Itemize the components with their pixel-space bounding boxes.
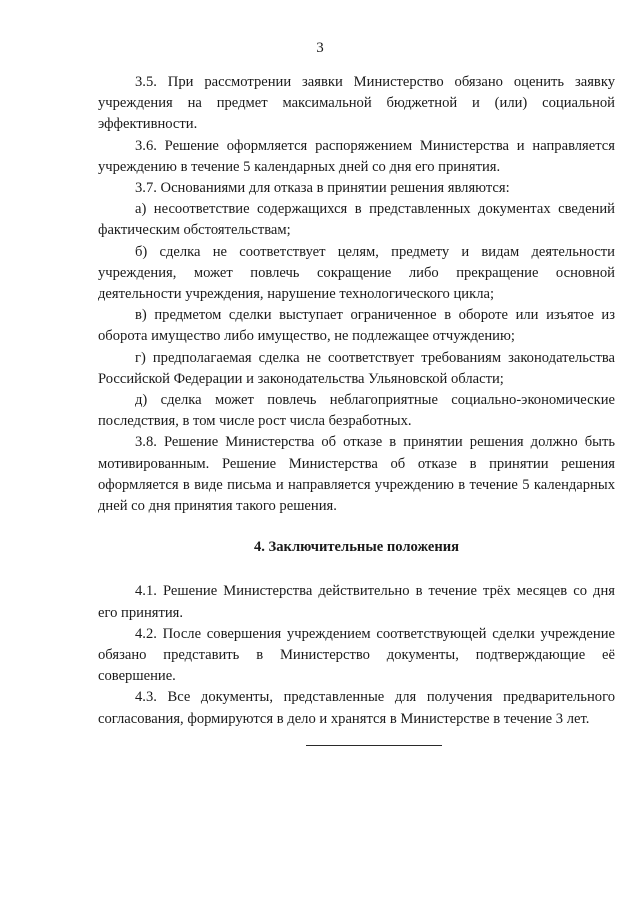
list-item-g: г) предполагаемая сделка не соответствует требованиям законодательства Российской Федерации и законодательства Ульяновской области; [98,349,615,387]
paragraph-3-6: 3.6. Решение оформляется распоряжением Министерства и направляется учреждению в течение 5 календарных дней со дня его принятия. [98,137,615,175]
paragraph-4-1: 4.1. Решение Министерства действительно в течение трёх месяцев со дня его принятия. [98,583,615,621]
document-body [98,72,615,730]
paragraph-4-2: 4.2. После совершения учреждением соответствующей сделки учреждение обязано представить в Министерство документы, подтверждающие её совершение. [98,625,615,685]
spacer [98,558,615,581]
paragraph-3-7: 3.7. Основаниями для отказа в принятии решения являются: [135,180,510,197]
spacer [98,517,615,537]
paragraph-3-5: 3.5. При рассмотрении заявки Министерство обязано оценить заявку учреждения на предмет максимальной бюджетной и (или) социальной эффективности. [98,74,615,133]
section-heading: 4. Заключительные положения [253,539,460,556]
page-number: 3 [316,40,324,56]
list-item-d: д) сделка может повлечь неблагоприятные социально-экономические последствия, в том числе рост числа безработных. [98,392,615,430]
paragraph-3-8: 3.8. Решение Министерства об отказе в принятии решения должно быть мотивированным. Решение Министерства об отказе в принятии решения оформляется в виде письма и направляется учреждению в течение 5 календарных дней со дня принятия такого решения. [98,434,615,515]
paragraph-4-3: 4.3. Все документы, представленные для получения предварительного согласования, формируются в дело и хранятся в Министерстве в течение 3 лет. [98,689,615,727]
end-of-document-rule [306,745,442,746]
list-item-v: в) предметом сделки выступает ограниченное в обороте или изъятое из оборота имущество либо имущество, не подлежащее отчуждению; [98,307,615,345]
list-item-a: а) несоответствие содержащихся в представленных документах сведений фактическим обстоятельствам; [98,201,615,239]
list-item-b: б) сделка не соответствует целям, предмету и видам деятельности учреждения, может повлечь сокращение либо прекращение основной деятельности учреждения, нарушение технологического цикла; [98,243,615,303]
